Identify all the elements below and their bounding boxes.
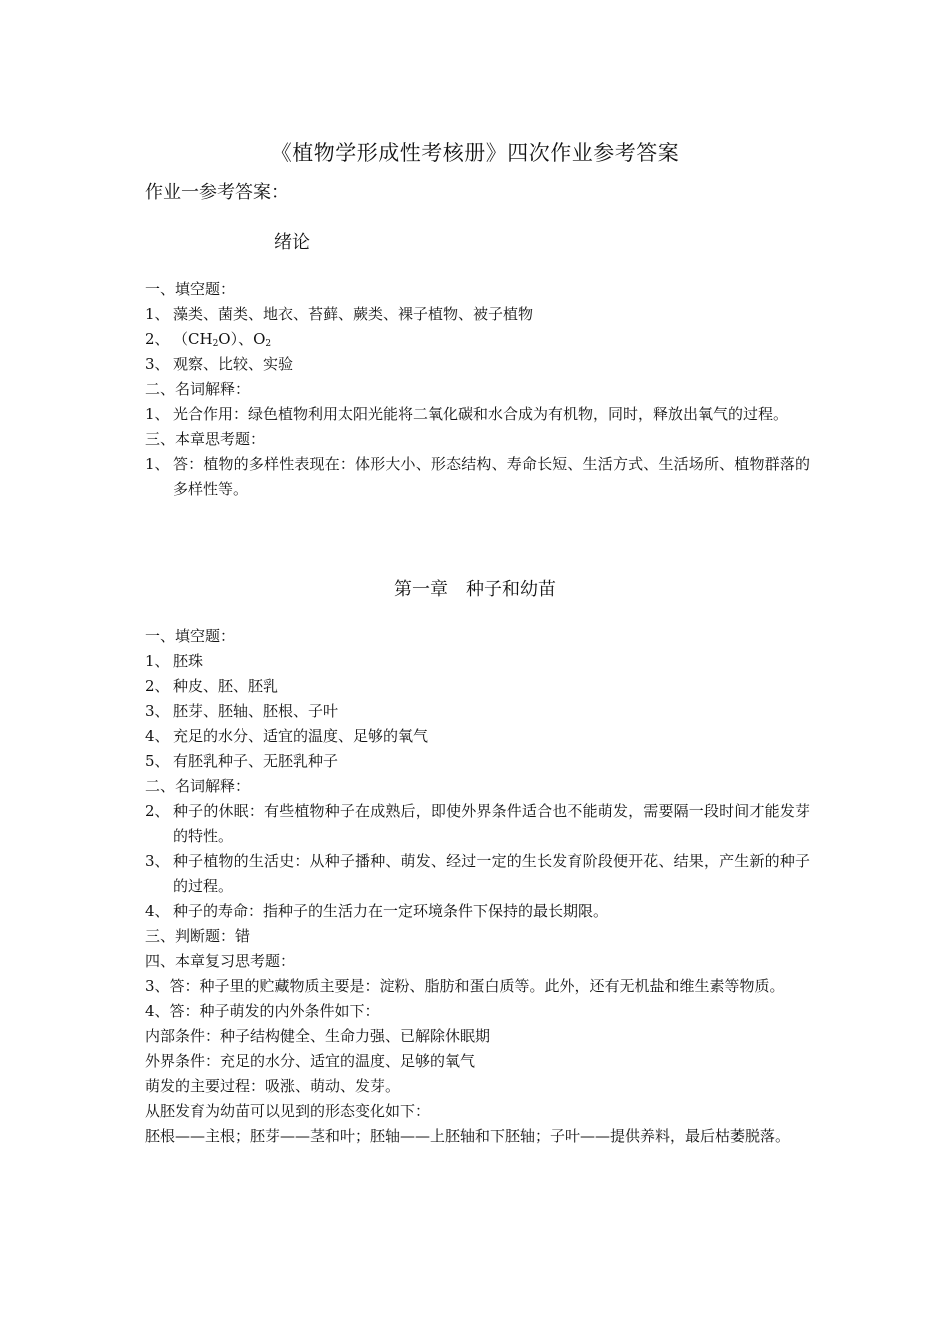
page-title: 《植物学形成性考核册》四次作业参考答案 [270,141,680,165]
chemical-formula: $(CH_2O)$、$O_2$ [173,330,272,349]
answer-paragraph: 萌发的主要过程：吸涨、萌动、发芽。 [145,1077,401,1095]
intro-heading: 绪论 [274,232,310,253]
chapter-1-section [145,624,810,1149]
list-item: 2、 种皮、胚、胚乳 [145,677,279,695]
term-heading: 二、名词解释： [145,777,251,795]
list-item: 1、 光合作用：绿色植物利用太阳光能将二氧化碳和水合成为有机物，同时，释放出氧气的过程。 [145,405,789,423]
list-item: 3、 胚芽、胚轴、胚根、子叶 [145,702,339,720]
think-heading: 三、本章思考题： [145,430,266,448]
intro-section [145,277,810,502]
answer-paragraph: 胚根——主根；胚芽——茎和叶；胚轴——上胚轴和下胚轴；子叶——提供养料，最后枯萎脱落。 [145,1127,791,1145]
term-heading: 二、名词解释： [145,380,251,398]
answer-paragraph: 3、答：种子里的贮藏物质主要是：淀粉、脂肪和蛋白质等。此外，还有无机盐和维生素等物质。 [145,977,785,995]
judgment-heading: 三、判断题：错 [145,927,251,945]
homework-1-label: 作业一参考答案： [145,182,289,203]
list-item: 5、 有胚乳种子、无胚乳种子 [145,752,339,770]
review-heading: 四、本章复习思考题： [145,952,296,970]
answer-paragraph: 外界条件：充足的水分、适宜的温度、足够的氧气 [145,1052,476,1070]
chapter-1-heading: 第一章 种子和幼苗 [394,579,556,600]
list-item: 3、 种子植物的生活史：从种子播种、萌发、经过一定的生长发育阶段便开花、结果，产生新的种子的过程。 [145,852,810,895]
list-item: 1、 胚珠 [145,652,204,670]
fill-blank-heading: 一、填空题： [145,280,236,298]
list-item: 1、 答：植物的多样性表现在：体形大小、形态结构、寿命长短、生活方式、生活场所、植物群落的多样性等。 [145,455,810,498]
fill-blank-heading: 一、填空题： [145,627,236,645]
answer-paragraph: 4、答：种子萌发的内外条件如下： [145,1002,380,1020]
list-item: 2、 种子的休眠：有些植物种子在成熟后，即使外界条件适合也不能萌发，需要隔一段时间才能发芽的特性。 [145,802,810,845]
answer-paragraph: 内部条件：种子结构健全、生命力强、已解除休眠期 [145,1027,491,1045]
list-item: 3、 观察、比较、实验 [145,355,294,373]
answer-paragraph: 从胚发育为幼苗可以见到的形态变化如下： [145,1102,431,1120]
list-item: 4、 种子的寿命：指种子的生活力在一定环境条件下保持的最长期限。 [145,902,609,920]
list-item: 4、 充足的水分、适宜的温度、足够的氧气 [145,727,429,745]
list-item: 1、 藻类、菌类、地衣、苔藓、蕨类、裸子植物、被子植物 [145,305,534,323]
list-item: 2、 $(CH_2O)$、$O_2$ [145,327,810,352]
